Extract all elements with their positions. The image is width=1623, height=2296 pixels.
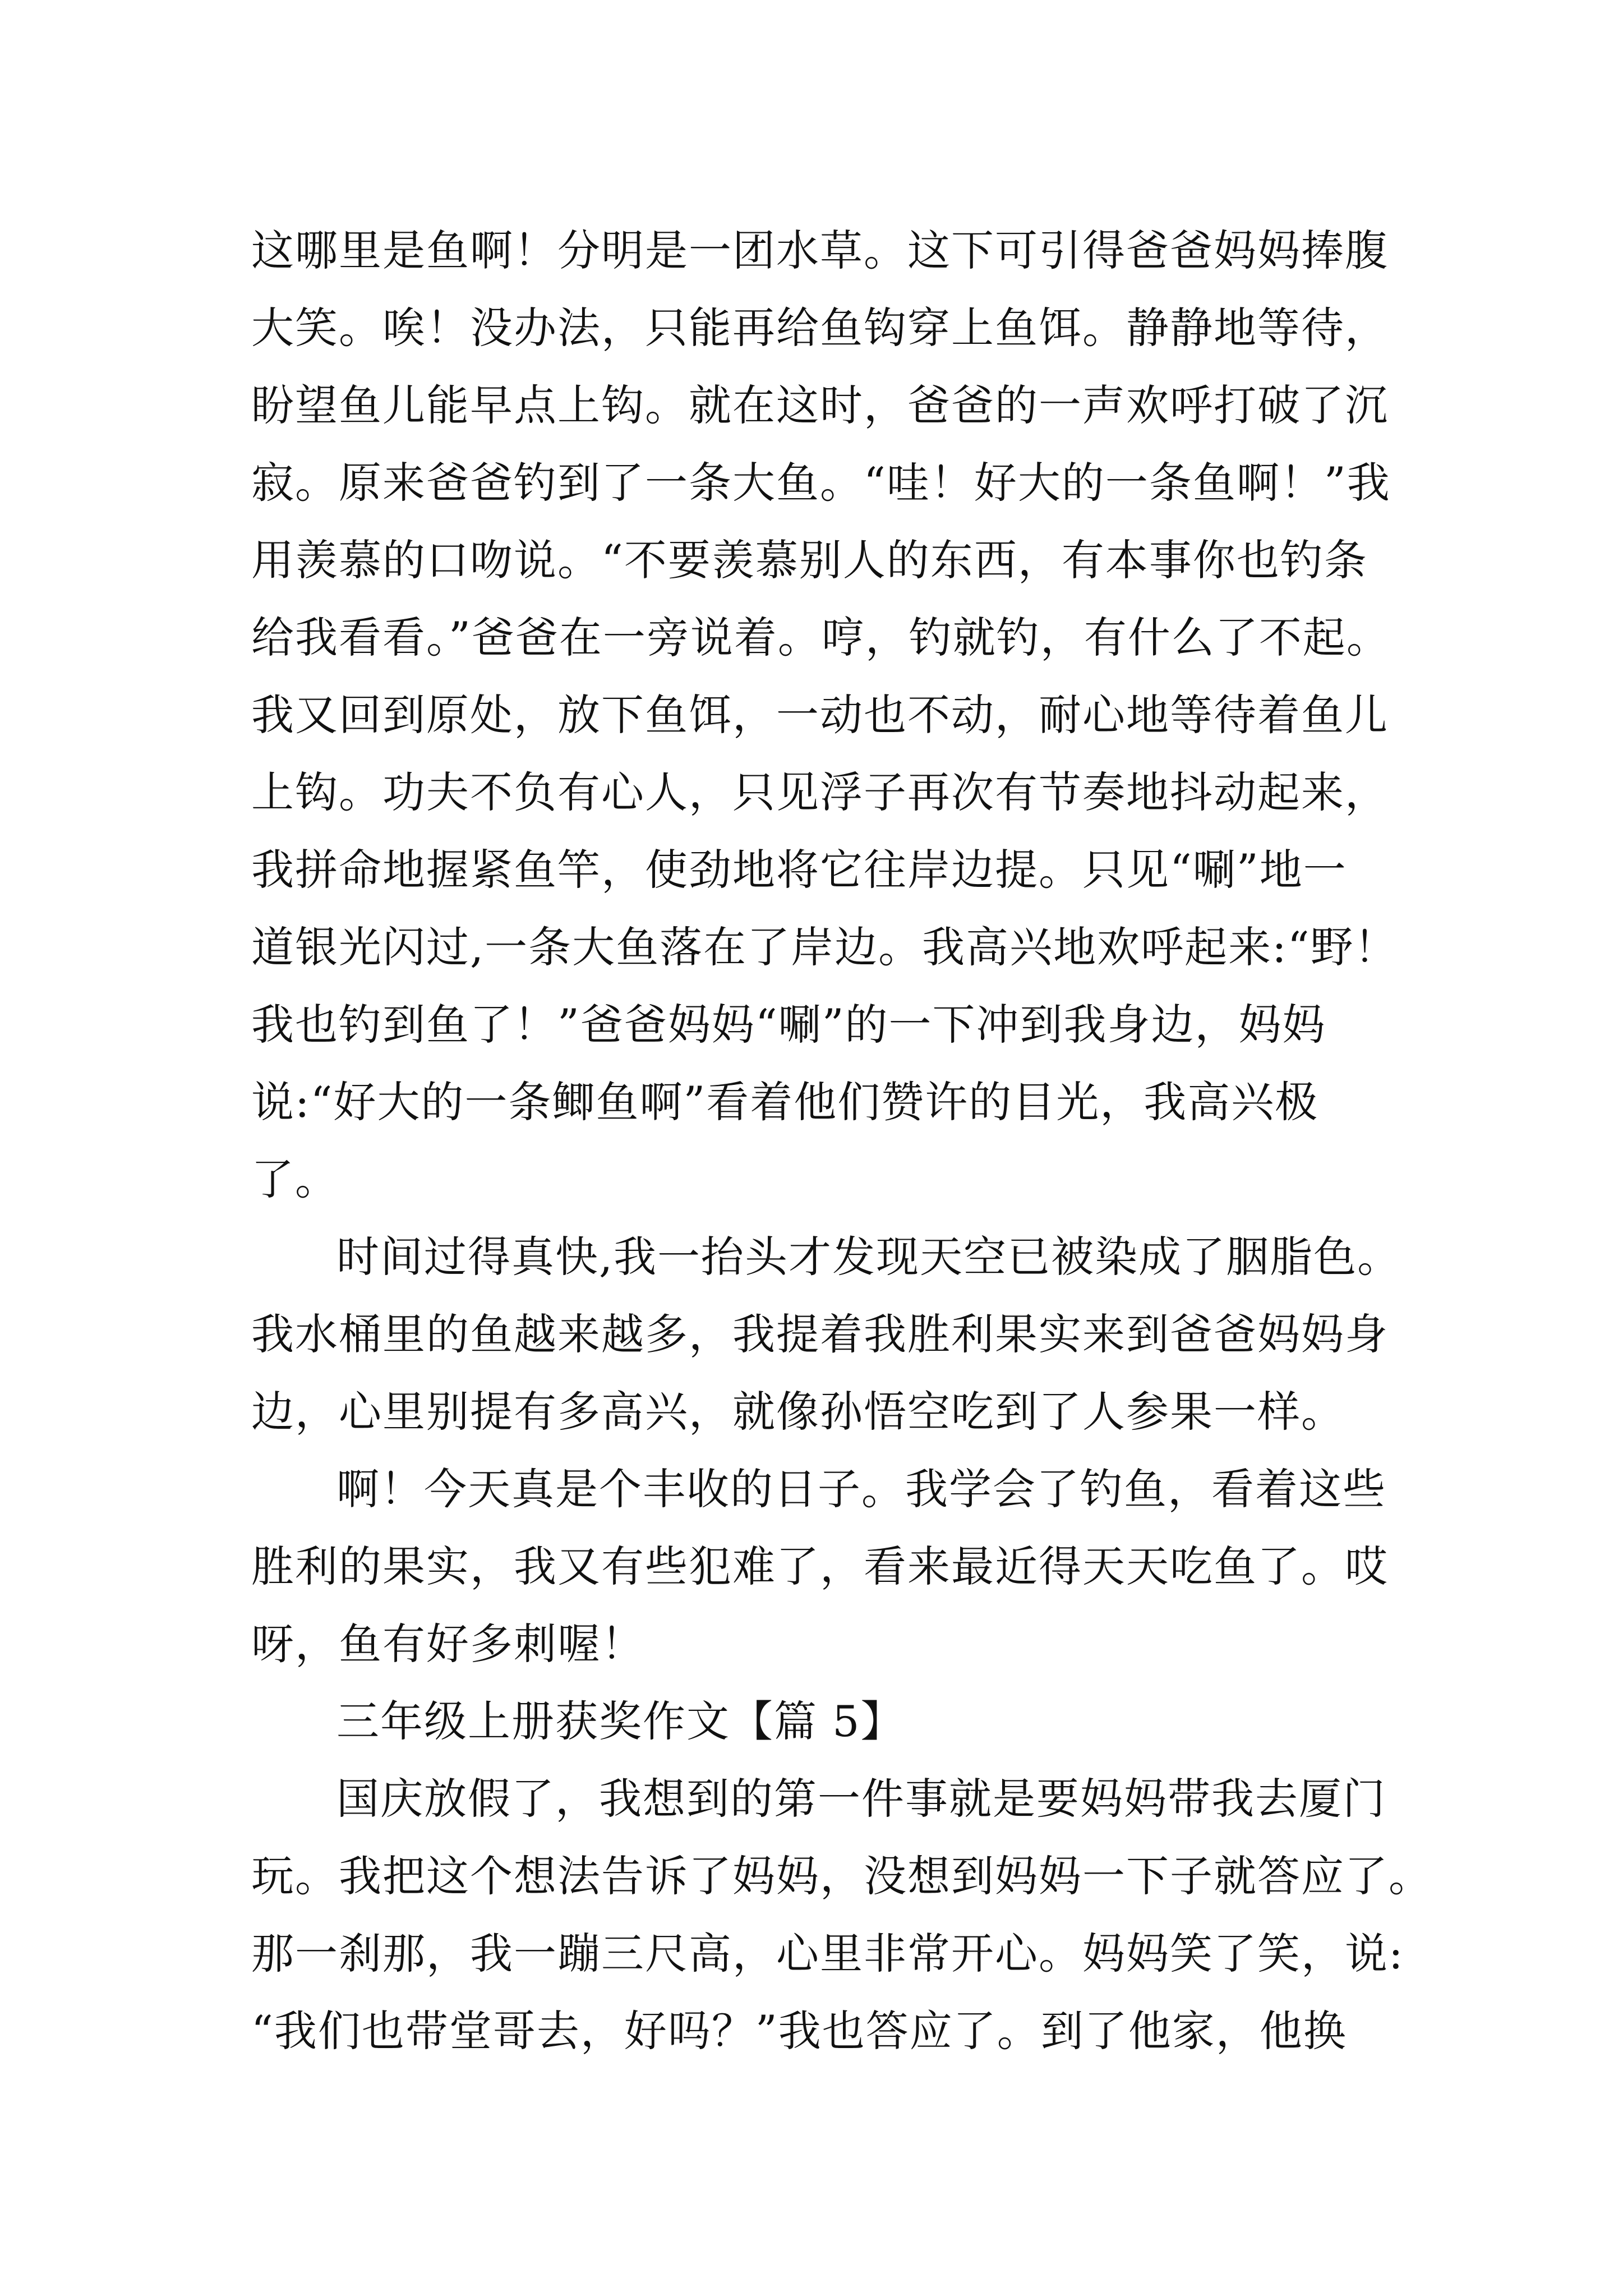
text-line: 胜利的果实，我又有些犯难了，看来最近得天天吃鱼了。哎 bbox=[251, 1542, 1389, 1591]
text-line: 三年级上册获奖作文【篇 5】 bbox=[336, 1696, 905, 1746]
text-line: 边，心里别提有多高兴，就像孙悟空吃到了人参果一样。 bbox=[251, 1387, 1345, 1437]
text-line: 国庆放假了，我想到的第一件事就是要妈妈带我去厦门 bbox=[336, 1774, 1386, 1824]
text-line: 我水桶里的鱼越来越多，我提着我胜利果实来到爸爸妈妈身 bbox=[251, 1309, 1389, 1359]
text-line: 说:“好大的一条鲫鱼啊”看着他们赞许的目光，我高兴极 bbox=[251, 1077, 1319, 1127]
text-line: 啊！今天真是个丰收的日子。我学会了钓鱼，看着这些 bbox=[336, 1464, 1386, 1514]
body-text bbox=[251, 212, 1432, 2070]
text-line: 我又回到原处，放下鱼饵，一动也不动，耐心地等待着鱼儿 bbox=[251, 690, 1389, 740]
text-line: 呀，鱼有好多刺喔！ bbox=[251, 1619, 645, 1669]
text-line: 这哪里是鱼啊！分明是一团水草。这下可引得爸爸妈妈捧腹 bbox=[251, 226, 1389, 275]
text-line: 了。 bbox=[251, 1154, 339, 1204]
text-line: 盼望鱼儿能早点上钩。就在这时，爸爸的一声欢呼打破了沉 bbox=[251, 380, 1389, 430]
text-line: 那一刹那，我一蹦三尺高，心里非常开心。妈妈笑了笑，说: bbox=[251, 1929, 1404, 1978]
text-line: 给我看看。”爸爸在一旁说着。哼，钓就钓，有什么了不起。 bbox=[251, 613, 1390, 662]
text-line: 玩。我把这个想法告诉了妈妈，没想到妈妈一下子就答应了。 bbox=[251, 1851, 1432, 1901]
text-line: 寂。原来爸爸钓到了一条大鱼。“哇！好大的一条鱼啊！”我 bbox=[251, 458, 1391, 508]
text-line: 道银光闪过,一条大鱼落在了岸边。我高兴地欢呼起来:“野！ bbox=[251, 922, 1398, 972]
text-line: 我拼命地握紧鱼竿，使劲地将它往岸边提。只见“唰”地一 bbox=[251, 845, 1347, 895]
text-line: 时间过得真快,我一抬头才发现天空已被染成了胭脂色。 bbox=[336, 1232, 1401, 1282]
text-line: 我也钓到鱼了！”爸爸妈妈“唰”的一下冲到我身边，妈妈 bbox=[251, 1000, 1326, 1050]
text-line: 大笑。唉！没办法，只能再给鱼钩穿上鱼饵。静静地等待， bbox=[251, 303, 1389, 353]
text-line: 用羡慕的口吻说。“不要羡慕别人的东西，有本事你也钓条 bbox=[251, 535, 1368, 585]
text-line: “我们也带堂哥去，好吗？”我也答应了。到了他家，他换 bbox=[251, 2006, 1347, 2056]
text-line: 上钩。功夫不负有心人，只见浮子再次有节奏地抖动起来， bbox=[251, 767, 1389, 817]
